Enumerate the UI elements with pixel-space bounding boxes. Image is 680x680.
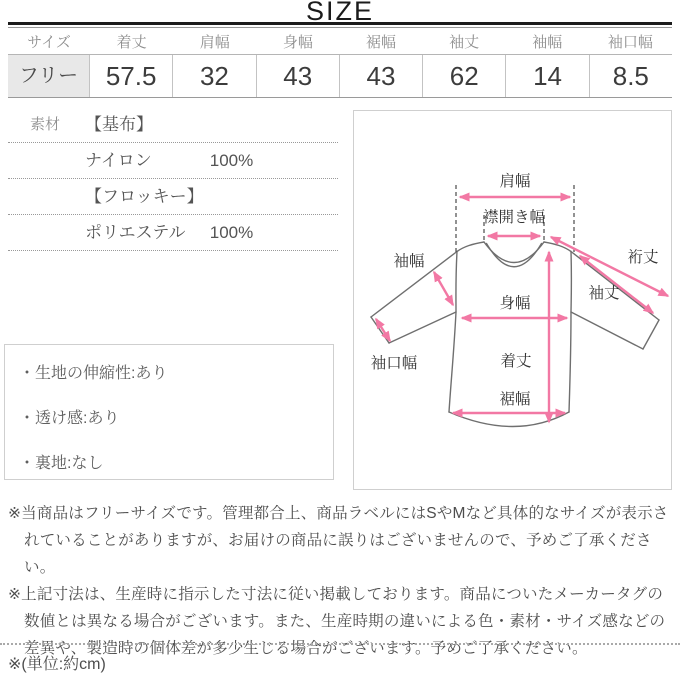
material-row-polyester <box>8 215 338 251</box>
col-header-sleeve-length: 袖丈 <box>449 33 480 51</box>
size-table-data-row <box>8 55 672 97</box>
material-name: ナイロン <box>85 151 152 170</box>
unit-note: ※(単位:約cm) <box>8 656 106 673</box>
note-lining: ・裏地:なし <box>19 455 104 472</box>
size-row-label: フリー <box>8 55 90 97</box>
material-percent: 100% <box>209 151 254 170</box>
page-title: SIZE <box>305 0 374 26</box>
material-percent: 100% <box>209 223 254 242</box>
label-yuki-length: 裄丈 <box>627 249 659 266</box>
note-sheerness: ・透け感:あり <box>19 410 120 427</box>
disclaimer-free-size: ※当商品はフリーサイズです。管理都合上、商品ラベルにはSやMなど具体的なサイズが表示されていることがありますが、お届けの商品に誤りはございませんので、予めご了承ください。 <box>8 505 669 576</box>
col-header-cuff-width: 袖口幅 <box>607 33 653 51</box>
label-sleeve-width: 袖幅 <box>393 253 425 270</box>
material-row-nylon <box>8 143 338 179</box>
material-name: ポリエステル <box>85 223 186 242</box>
material-name: 【基布】 <box>85 115 153 134</box>
label-shoulder-width: 肩幅 <box>499 173 531 190</box>
value-cuff-width: 8.5 <box>612 61 649 91</box>
col-header-hem-width: 裾幅 <box>365 33 396 51</box>
size-table-header-row <box>8 28 672 55</box>
divider <box>0 643 680 645</box>
size-table <box>8 22 672 98</box>
col-header-size: サイズ <box>27 33 71 51</box>
value-body-width: 43 <box>257 55 340 97</box>
value-shoulder-width: 32 <box>173 55 256 97</box>
size-table-inner <box>8 27 672 98</box>
measurement-diagram <box>353 110 672 490</box>
label-body-width: 身幅 <box>499 295 531 312</box>
fabric-notes-box <box>4 344 334 480</box>
label-hem-width: 裾幅 <box>499 391 531 408</box>
materials-section <box>8 107 338 251</box>
col-header-shoulder-width: 肩幅 <box>199 33 230 51</box>
col-header-body-length: 着丈 <box>116 33 147 51</box>
value-sleeve-width: 14 <box>506 55 589 97</box>
value-body-length: 57.5 <box>90 55 173 97</box>
col-header-sleeve-width: 袖幅 <box>532 33 563 51</box>
material-row-base-header <box>8 107 338 143</box>
material-name: 【フロッキー】 <box>85 187 204 206</box>
materials-label: 素材 <box>30 116 61 133</box>
label-sleeve-length: 袖丈 <box>588 285 620 302</box>
note-stretch: ・生地の伸縮性:あり <box>19 365 168 382</box>
disclaimers <box>8 500 674 662</box>
label-cuff-width: 袖口幅 <box>370 355 418 372</box>
label-body-length: 着丈 <box>500 353 532 370</box>
value-sleeve-length: 62 <box>423 55 506 97</box>
material-row-flocky-header <box>8 179 338 215</box>
col-header-body-width: 身幅 <box>282 33 313 51</box>
label-neck-opening-width: 襟開き幅 <box>482 209 546 226</box>
value-hem-width: 43 <box>340 55 423 97</box>
disclaimer-measurements: ※上記寸法は、生産時に指示した寸法に従い掲載しております。商品についたメーカータグの数値とは異なる場合がございます。また、生産時期の違いによる色・素材・サイズ感などの差異や、製造時の個体差が多少生じる場合がございます。予めご了承ください。 <box>8 586 666 657</box>
